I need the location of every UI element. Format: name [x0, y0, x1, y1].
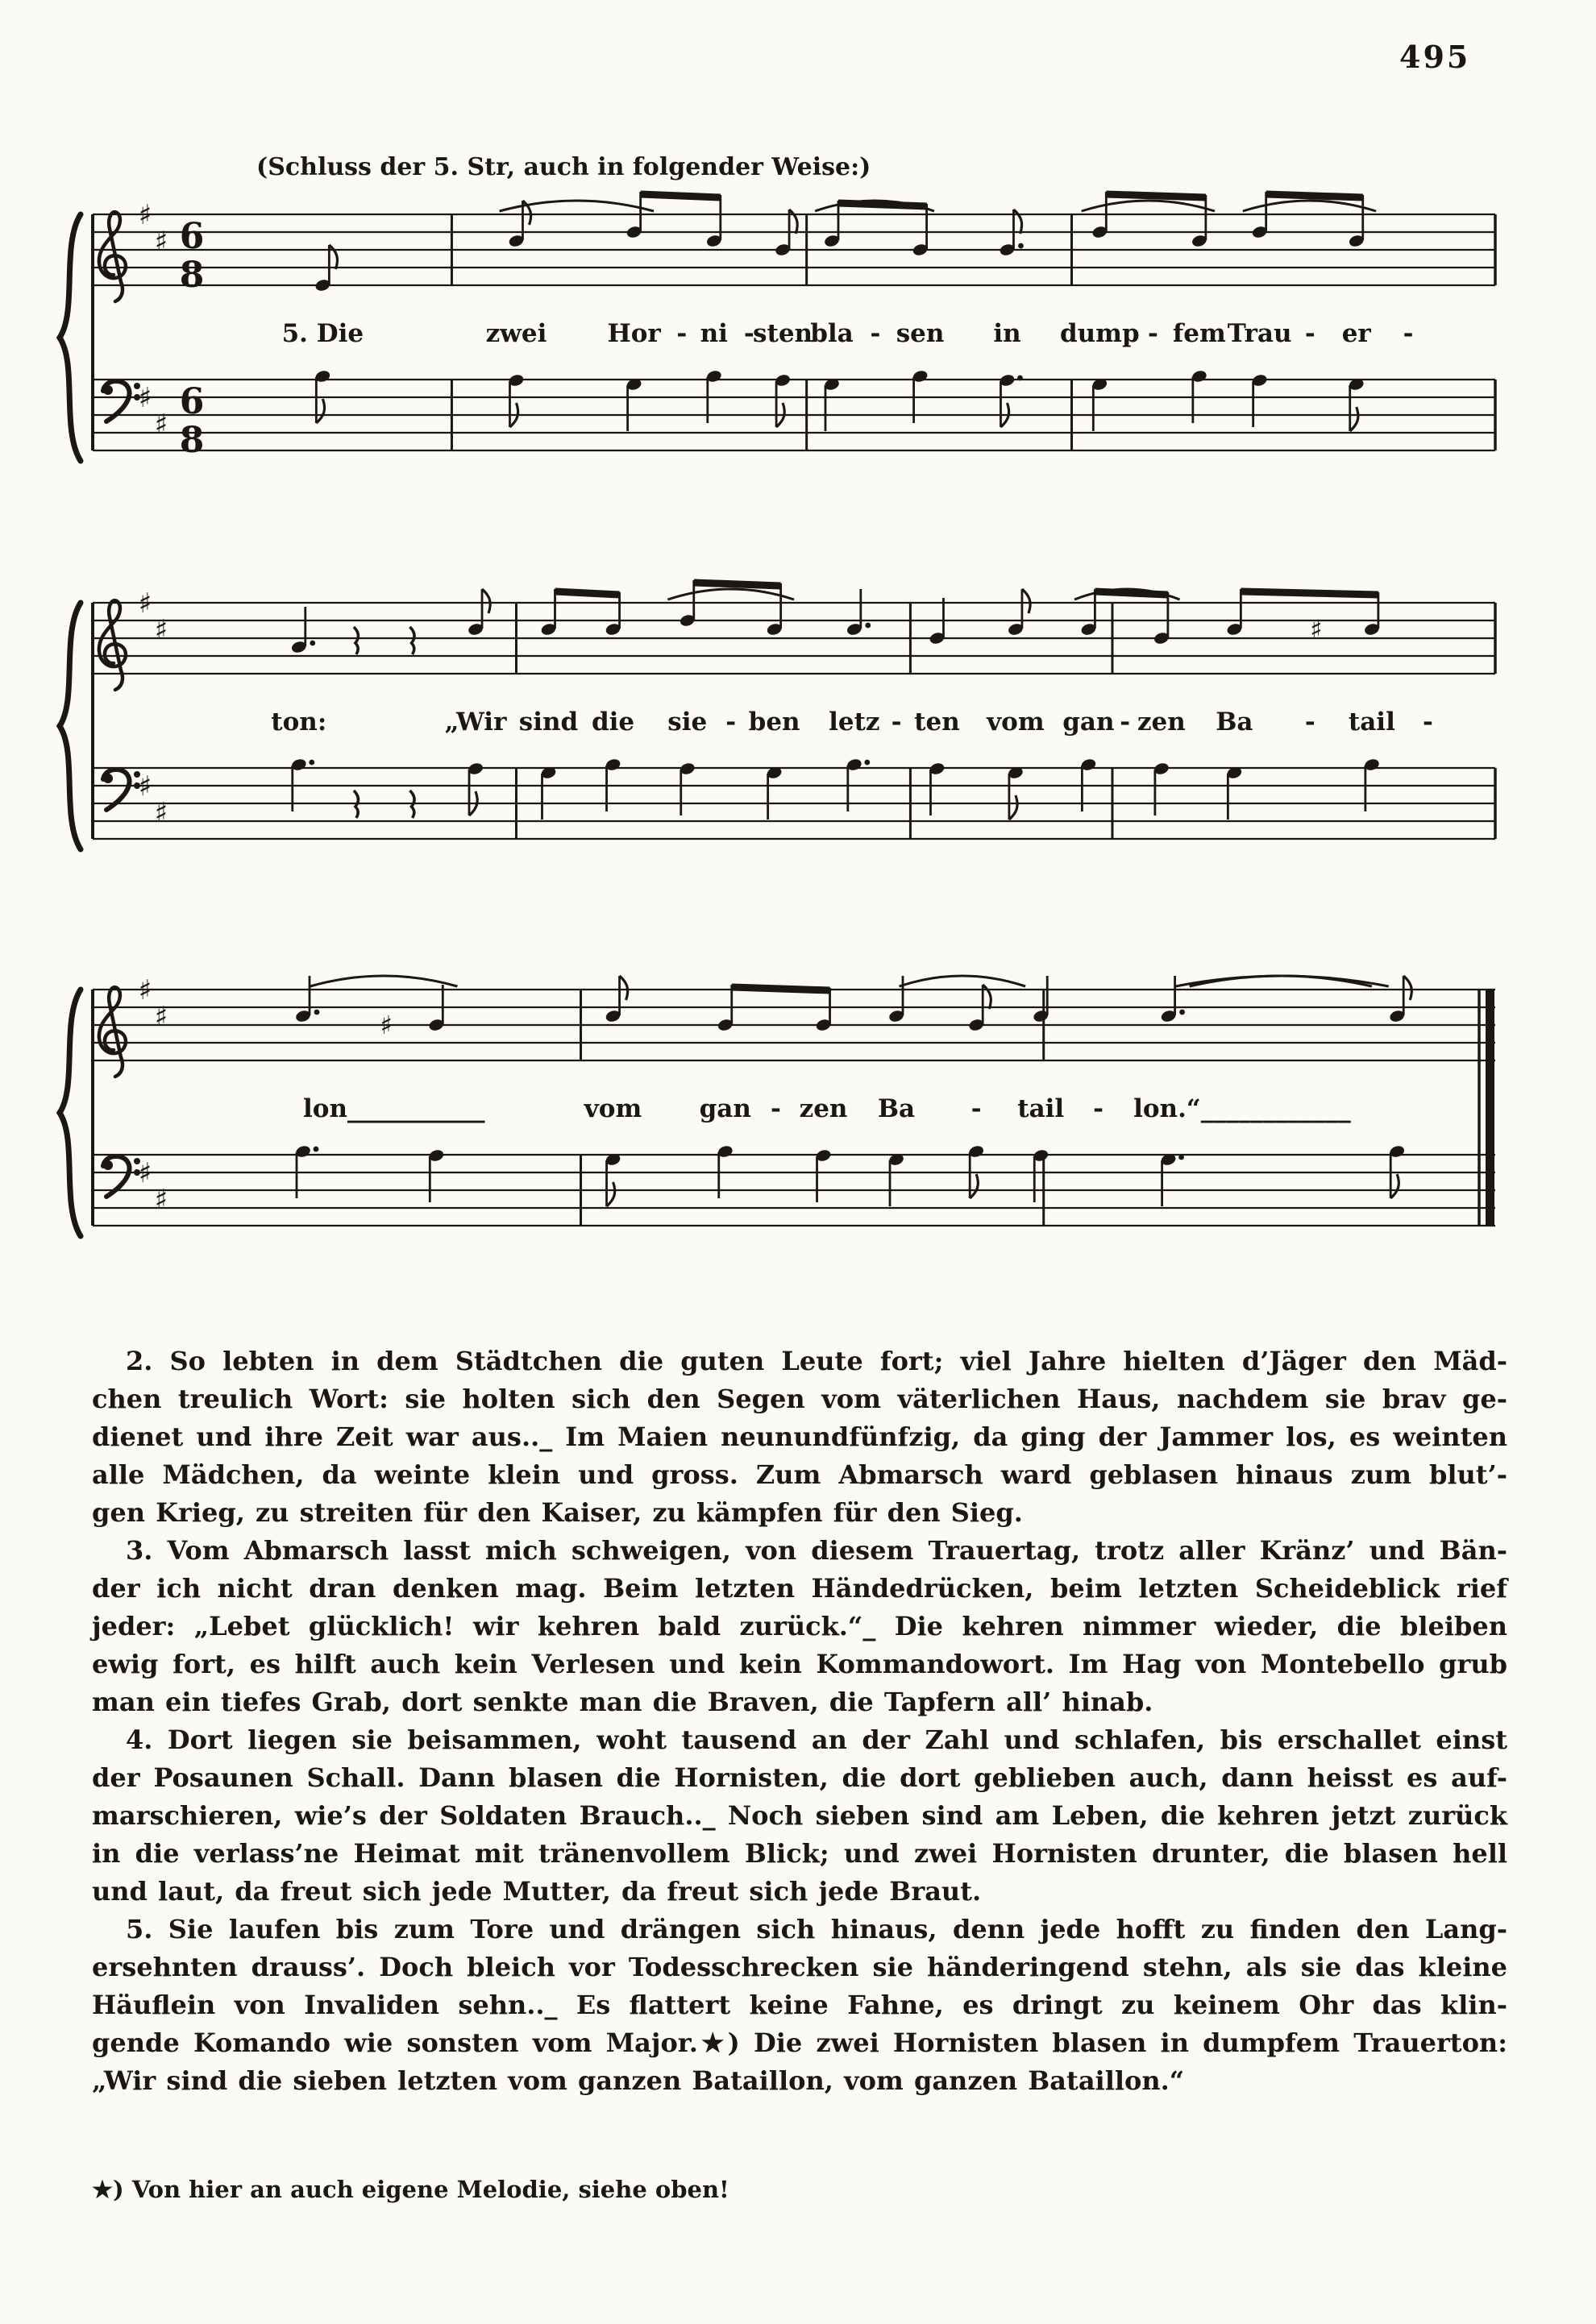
lyric-syllable: - — [1120, 708, 1131, 737]
rest — [410, 627, 415, 654]
bass-clef-icon — [103, 774, 113, 783]
lyric-syllable: sind — [518, 708, 579, 737]
lyric-syllable: - — [770, 1094, 781, 1123]
verse-3-line: ewig fort, es hilft auch kein Verlesen und kein Kommandowort. Im Hag von Montebello grub — [92, 1649, 1507, 1679]
lyric-syllable: ton: — [271, 708, 327, 737]
verse-2-line: dienet und ihre Zeit war aus.._ Im Maien neunundfünfzig, da ging der Jammer los, es weinten — [92, 1421, 1507, 1452]
music-caption: (Schluss der 5. Str, auch in folgender Weise:) — [256, 153, 871, 181]
eighth-flag — [1022, 589, 1030, 613]
lyric-syllable: - — [676, 319, 688, 348]
bass-eighth-flag — [1350, 407, 1358, 431]
lyric-syllable: letz — [829, 708, 880, 737]
key-signature-sharp: ♯ — [154, 409, 168, 441]
lyric-syllable: er — [1341, 319, 1371, 348]
time-signature: 8 — [179, 255, 205, 296]
bass-augmentation-dot — [864, 760, 870, 766]
slur — [667, 589, 794, 600]
bass-clef-icon — [103, 1160, 113, 1170]
bass-eighth-flag — [316, 399, 324, 423]
beam — [555, 591, 620, 595]
lyric-syllable: ben — [748, 708, 800, 737]
augmentation-dot — [865, 623, 871, 629]
treble-clef-icon — [99, 987, 126, 1077]
time-signature: 6 — [179, 216, 205, 257]
key-signature-sharp: ♯ — [154, 797, 168, 829]
verse-5-line: gende Komando wie sonsten vom Major.★) Die zwei Hornisten blasen in dumpfem Trauerton: — [92, 2027, 1507, 2058]
bass-eighth-flag — [1009, 795, 1017, 820]
footnote: ★) Von hier an auch eigene Melodie, siehe oben! — [92, 2176, 729, 2203]
lyric-syllable: gan — [1062, 708, 1115, 737]
eighth-flag — [983, 985, 991, 1009]
lyric-syllable: - — [870, 319, 881, 348]
verse-5-line: „Wir sind die sieben letzten vom ganzen Bataillon, vom ganzen Bataillon.“ — [92, 2065, 1185, 2096]
lyric-syllable: die — [591, 708, 635, 737]
beam — [1266, 194, 1363, 197]
eighth-flag — [329, 245, 337, 269]
bass-augmentation-dot — [309, 760, 314, 766]
verse-3-line: man ein tiefes Grab, dort senkte man die Braven, die Tapfern all’ hinab. — [92, 1687, 1153, 1717]
lyric-syllable: gan — [699, 1094, 751, 1123]
verse-4-line: und laut, da freut sich jede Mutter, da freut sich jede Braut. — [92, 1876, 982, 1907]
lyric-syllable: 5. Die — [281, 319, 364, 348]
key-signature-sharp: ♯ — [154, 614, 168, 646]
lyric-syllable: lon___________ — [303, 1094, 485, 1123]
augmentation-dot — [1018, 243, 1024, 249]
lyric-syllable: - — [1304, 708, 1315, 737]
lyric-syllable: zen — [799, 1094, 848, 1123]
lyric-syllable: sten — [753, 319, 813, 348]
bass-augmentation-dot — [314, 1147, 319, 1152]
beam — [1241, 591, 1378, 595]
bass-augmentation-dot — [1017, 376, 1023, 381]
verse-2-line: chen treulich Wort: sie holten sich den Segen vom väterlichen Haus, nachdem sie brav ge- — [92, 1384, 1507, 1414]
verse-5-line: ersehnten drauss’. Doch bleich vor Todesschrecken sie händeringend stehn, als sie das kleine — [92, 1952, 1507, 1982]
augmentation-dot — [314, 1010, 320, 1015]
eighth-flag — [482, 589, 490, 613]
music-system-2 — [48, 587, 1507, 865]
lyric-syllable: Ba — [877, 1094, 916, 1123]
slur — [1190, 976, 1372, 986]
lyric-syllable: - — [970, 1094, 982, 1123]
lyric-syllable: sie — [667, 708, 708, 737]
eighth-flag — [1403, 976, 1411, 1000]
time-signature: 8 — [179, 420, 205, 461]
key-signature-sharp: ♯ — [138, 1157, 152, 1189]
lyric-syllable: ni — [700, 319, 728, 348]
lyric-syllable: - — [1304, 319, 1315, 348]
rest — [354, 627, 359, 654]
beam — [641, 194, 721, 197]
verse-5-line: Häuflein von Invaliden sehn.._ Es flattert keine Fahne, es dringt zu keinem Ohr das klin- — [92, 1990, 1507, 2020]
bass-eighth-flag — [970, 1174, 978, 1198]
key-signature-sharp: ♯ — [138, 974, 152, 1006]
verse-2-line: 2. So lebten in dem Städtchen die guten Leute fort; viel Jahre hielten d’Jäger den Mäd- — [126, 1346, 1507, 1376]
beam — [1106, 194, 1206, 197]
slur — [310, 976, 458, 986]
key-signature-sharp: ♯ — [154, 226, 168, 258]
bass-eighth-flag — [1390, 1174, 1399, 1198]
verse-5-line: 5. Sie laufen bis zum Tore und drängen sich hinaus, denn jede hofft zu finden den Lang- — [126, 1914, 1507, 1944]
bass-eighth-flag — [607, 1182, 615, 1206]
lyric-syllable: - — [1423, 708, 1433, 737]
brace — [60, 214, 81, 461]
lyric-syllable: Trau — [1227, 319, 1292, 348]
verse-4-line: marschieren, wie’s der Soldaten Brauch.._ Noch sieben sind am Leben, die kehren jetzt zurück — [92, 1800, 1507, 1831]
final-barline — [1486, 990, 1494, 1226]
bass-clef-icon — [103, 385, 113, 395]
page-number: 495 — [1399, 39, 1471, 75]
verse-4-line: 4. Dort liegen sie beisammen, woht tausend an der Zahl und schlafen, bis erschallet einst — [126, 1724, 1507, 1755]
verse-3-line: der ich nicht dran denken mag. Beim letzten Händedrücken, beim letzten Scheideblick rief — [92, 1573, 1507, 1604]
brace — [60, 990, 81, 1236]
music-system-1 — [48, 199, 1507, 476]
lyric-syllable: sen — [896, 319, 945, 348]
eighth-flag — [620, 976, 628, 1000]
bass-augmentation-dot — [1178, 1155, 1184, 1160]
lyric-syllable: Hor — [607, 319, 661, 348]
lyric-syllable: bla — [810, 319, 854, 348]
slur — [1175, 976, 1388, 986]
lyric-syllable: - — [891, 708, 902, 737]
lyric-syllable: zen — [1137, 708, 1186, 737]
lyric-syllable: - — [1093, 1094, 1104, 1123]
lyric-syllable: tail — [1348, 708, 1395, 737]
beam — [694, 583, 781, 586]
verse-2-line: gen Krieg, zu streiten für den Kaiser, zu kämpfen für den Sieg. — [92, 1497, 1023, 1528]
verse-2-line: alle Mädchen, da weinte klein und gross. Zum Abmarsch ward geblasen hinaus zum blut’- — [92, 1459, 1507, 1490]
lyric-syllable: Ba — [1216, 708, 1253, 737]
verses-block — [92, 1343, 1507, 2100]
augmentation-dot — [1179, 1010, 1185, 1015]
verse-4-line: in die verlass’ne Heimat mit tränenvollem Blick; und zwei Hornisten drunter, die blasen hell — [92, 1838, 1507, 1869]
lyric-syllable: vom — [987, 708, 1045, 737]
key-signature-sharp: ♯ — [138, 770, 152, 803]
lyric-syllable: fem — [1172, 319, 1226, 348]
brace — [60, 603, 81, 849]
lyric-syllable: „Wir — [444, 708, 507, 737]
accidental-sharp: ♯ — [380, 1010, 393, 1040]
lyric-syllable: - — [1148, 319, 1158, 348]
key-signature-sharp: ♯ — [138, 382, 152, 414]
lyric-syllable: - — [1403, 319, 1414, 348]
key-signature-sharp: ♯ — [138, 587, 152, 620]
lyric-syllable: in — [993, 319, 1021, 348]
beam — [732, 987, 830, 990]
lyric-syllable: ten — [914, 708, 960, 737]
slur — [900, 976, 1026, 986]
lyric-syllable: vom — [584, 1094, 642, 1123]
verse-3-line: 3. Vom Abmarsch lasst mich schweigen, von diesem Trauertag, trotz aller Kränz’ und Bän- — [126, 1535, 1507, 1566]
music-system-3 — [48, 974, 1507, 1251]
verse-3-line: jeder: „Lebet glücklich! wir kehren bald zurück.“_ Die kehren nimmer wieder, die bleiben — [92, 1611, 1507, 1641]
lyric-syllable: - — [743, 319, 754, 348]
key-signature-sharp: ♯ — [154, 1001, 168, 1033]
accidental-sharp: ♯ — [1310, 614, 1323, 645]
verse-4-line: der Posaunen Schall. Dann blasen die Hornisten, die dort geblieben auch, dann heisst es auf- — [92, 1762, 1507, 1793]
slur — [1082, 201, 1215, 211]
lyric-syllable: dump — [1059, 319, 1140, 348]
key-signature-sharp: ♯ — [138, 199, 152, 231]
lyric-syllable: tail — [1017, 1094, 1065, 1123]
treble-clef-icon — [99, 600, 126, 690]
eighth-flag — [789, 210, 797, 234]
lyric-syllable: zwei — [485, 319, 547, 348]
lyric-syllable: - — [725, 708, 737, 737]
time-signature: 6 — [179, 381, 205, 422]
augmentation-dot — [310, 641, 315, 646]
slur — [1243, 201, 1376, 211]
eighth-flag — [1013, 210, 1021, 234]
lyric-syllable: lon.“____________ — [1133, 1094, 1351, 1123]
treble-clef-icon — [99, 212, 126, 301]
key-signature-sharp: ♯ — [154, 1184, 168, 1216]
